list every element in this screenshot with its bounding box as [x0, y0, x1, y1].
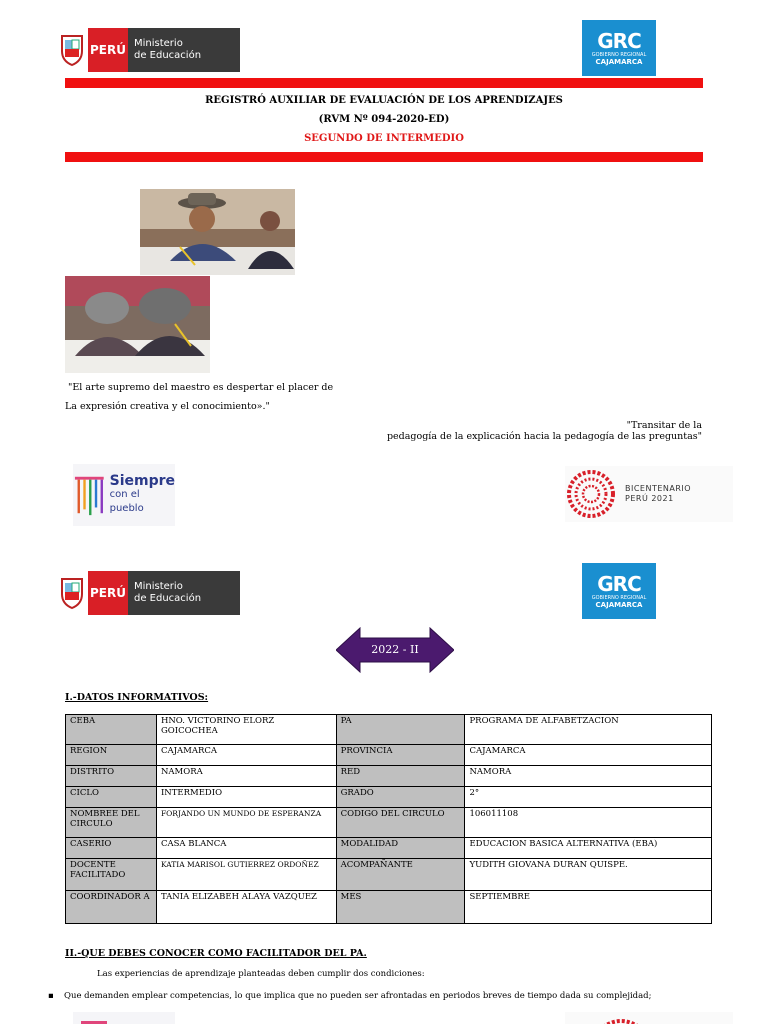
peru-label: PERÚ [88, 571, 128, 615]
row-label: DOCENTE FACILITADO [66, 859, 157, 891]
siempre-icon [73, 470, 106, 520]
minedu-logo [56, 28, 240, 72]
bicent-text-a: BICENTENARIO [625, 484, 692, 493]
grc-name: CAJAMARCA [595, 600, 643, 609]
row-label: CEBA [66, 715, 157, 745]
row-value: NAMORA [465, 766, 712, 787]
row-value: CAJAMARCA [156, 745, 336, 766]
row-value: NAMORA [156, 766, 336, 787]
red-bar-top [65, 78, 703, 88]
grc-small: GOBIERNO REGIONAL [591, 51, 647, 58]
row-value: TANIA ELIZABEH ALAYA VAZQUEZ [156, 891, 336, 924]
peru-shield-icon [56, 571, 88, 615]
ministerio-line2: de Educación [134, 50, 202, 61]
period-badge [336, 627, 454, 677]
photo-elderly-man-writing [140, 189, 295, 275]
grc-name: CAJAMARCA [595, 57, 643, 66]
bicentenario-icon [595, 1015, 647, 1024]
row-value: FORJANDO UN MUNDO DE ESPERANZA [156, 808, 336, 838]
row-label: MODALIDAD [336, 838, 465, 859]
section2-intro: Las experiencias de aprendizaje planteadas deben cumplir dos condiciones: [97, 969, 425, 979]
bicentenario-logo [565, 466, 733, 522]
period-label: 2022 - II [371, 643, 419, 656]
quote-right-line2: pedagogía de la explicación hacia la pedagogía de las preguntas" [386, 431, 702, 442]
row-value: SEPTIEMBRE [465, 891, 712, 924]
row-label: DISTRITO [66, 766, 157, 787]
row-label: PROVINCIA [336, 745, 465, 766]
grc-small: GOBIERNO REGIONAL [591, 594, 647, 601]
row-value: 106011108 [465, 808, 712, 838]
grc-logo [582, 20, 656, 76]
grc-big: GRC [597, 571, 641, 596]
bicentenario-logo-partial [565, 1012, 733, 1024]
row-label: PA [336, 715, 465, 745]
section2-heading-text: II.-QUE DEBES CONOCER COMO FACILITADOR DEL PA [65, 948, 364, 959]
peru-shield-icon [56, 28, 88, 72]
bullet-icon: ▪ [48, 991, 54, 1001]
row-value: HNO. VICTORINO ELORZ GOICOCHEA [156, 715, 336, 745]
section1-heading: I.-DATOS INFORMATIVOS: [65, 692, 209, 703]
row-label: REGION [66, 745, 157, 766]
row-label: MES [336, 891, 465, 924]
row-value: CAJAMARCA [465, 745, 712, 766]
quote-left-line2: La expresión creativa y el conocimiento»." [65, 401, 270, 412]
title-line1: REGISTRÓ AUXILIAR DE EVALUACIÓN DE LOS APRENDIZAJES [205, 95, 563, 106]
ministerio-line1: Ministerio [134, 38, 183, 49]
row-label: NOMBREE DEL CIRCULO [66, 808, 157, 838]
minedu-logo-2 [56, 571, 240, 615]
row-value: KATIA MARISOL GUTIERREZ ORDOÑEZ [156, 859, 336, 891]
ministerio-line2: de Educación [134, 593, 202, 604]
grc-big: GRC [597, 28, 641, 53]
row-label: CASERIO [66, 838, 157, 859]
bicentenario-icon [565, 468, 617, 520]
quote-right-line1: "Transitar de la [626, 420, 702, 431]
info-table [65, 714, 712, 924]
ministerio-line1: Ministerio [134, 581, 183, 592]
table-row [66, 745, 712, 766]
row-label: COORDINADOR A [66, 891, 157, 924]
siempre-text-b: con el pueblo [109, 489, 144, 514]
row-value: CASA BLANCA [156, 838, 336, 859]
row-label: CICLO [66, 787, 157, 808]
siempre-text-a: Siempre [109, 473, 175, 489]
table-row [66, 891, 712, 924]
table-row [66, 808, 712, 838]
title-line2: (RVM Nº 094-2020-ED) [318, 114, 450, 125]
row-value: EDUCACION BASICA ALTERNATIVA (EBA) [465, 838, 712, 859]
siempre-icon [73, 1015, 107, 1024]
siempre-logo-partial [73, 1012, 175, 1024]
title-line3: SEGUNDO DE INTERMEDIO [304, 133, 464, 144]
section2-heading-suffix: . [363, 948, 367, 959]
photo-elderly-women-writing [65, 276, 210, 373]
row-label: ACOMPAÑANTE [336, 859, 465, 891]
siempre-con-el-pueblo-logo [73, 464, 175, 526]
section2-bullet-1 [48, 991, 758, 1001]
ministerio-label [128, 571, 240, 615]
row-value: YUDITH GIOVANA DURAN QUISPE. [465, 859, 712, 891]
peru-label: PERÚ [88, 28, 128, 72]
ministerio-label [128, 28, 240, 72]
row-label: CODIGO DEL CIRCULO [336, 808, 465, 838]
bicent-text-b: PERÚ 2021 [625, 494, 674, 503]
red-bar-bottom [65, 152, 703, 162]
row-value: PROGRAMA DE ALFABETZACION [465, 715, 712, 745]
table-row [66, 859, 712, 891]
row-label: RED [336, 766, 465, 787]
bullet-1-text: Que demanden emplear competencias, lo que implica que no pueden ser afrontadas en periodos breves de tiempo dada su complejidad; [64, 991, 652, 1001]
table-row [66, 715, 712, 745]
grc-logo-2 [582, 563, 656, 619]
table-row [66, 787, 712, 808]
table-row [66, 838, 712, 859]
quote-left-line1: "El arte supremo del maestro es despertar el placer de [68, 382, 334, 393]
row-label: GRADO [336, 787, 465, 808]
section2-heading [65, 948, 367, 959]
row-value: INTERMEDIO [156, 787, 336, 808]
row-value: 2° [465, 787, 712, 808]
table-row [66, 766, 712, 787]
